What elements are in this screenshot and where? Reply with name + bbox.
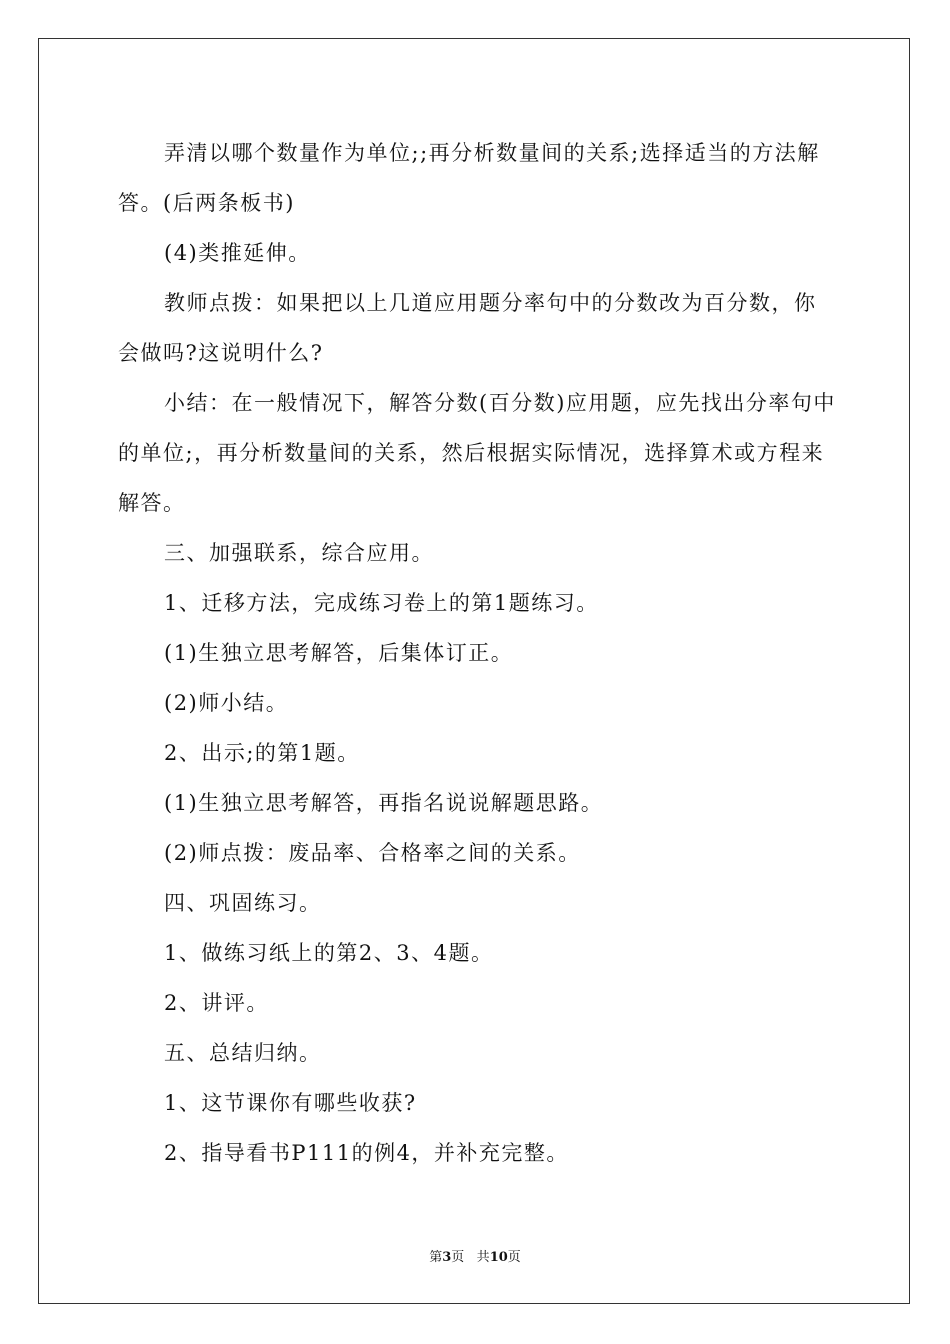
page-footer bbox=[0, 1246, 950, 1265]
section-heading: 四、巩固练习。 bbox=[164, 891, 322, 915]
list-item: 1、迁移方法，完成练习卷上的第1题练习。 bbox=[164, 591, 599, 615]
page-suffix: 页 bbox=[451, 1250, 465, 1265]
page-current: 3 bbox=[442, 1250, 452, 1265]
list-item: 1、这节课你有哪些收获? bbox=[164, 1091, 417, 1115]
list-item: (1)生独立思考解答，再指名说说解题思路。 bbox=[164, 791, 604, 815]
list-item: 2、指导看书P111的例4，并补充完整。 bbox=[164, 1141, 569, 1165]
section-heading: 三、加强联系，综合应用。 bbox=[164, 541, 434, 565]
list-item: 1、做练习纸上的第2、3、4题。 bbox=[164, 941, 494, 965]
list-item: (2)师小结。 bbox=[164, 691, 289, 715]
paragraph: 弄清以哪个数量作为单位;;再分析数量间的关系;选择适当的方法解答。(后两条板书) bbox=[118, 141, 820, 215]
paragraph: 小结：在一般情况下，解答分数(百分数)应用题，应先找出分率句中的单位;，再分析数量间的关系，然后根据实际情况，选择算术或方程来解答。 bbox=[118, 391, 836, 515]
list-item: (1)生独立思考解答，后集体订正。 bbox=[164, 641, 514, 665]
paragraph: (4)类推延伸。 bbox=[164, 241, 311, 265]
list-item: 2、讲评。 bbox=[164, 991, 269, 1015]
page-prefix: 第 bbox=[429, 1250, 443, 1265]
list-item: 2、出示;的第1题。 bbox=[164, 741, 360, 765]
list-item: (2)师点拨：废品率、合格率之间的关系。 bbox=[164, 841, 581, 865]
total-suffix: 页 bbox=[507, 1250, 521, 1265]
total-prefix: 共 bbox=[476, 1250, 490, 1265]
section-heading: 五、总结归纳。 bbox=[164, 1041, 322, 1065]
page-total: 10 bbox=[489, 1250, 508, 1265]
document-body bbox=[118, 128, 838, 1178]
paragraph: 教师点拨：如果把以上几道应用题分率句中的分数改为百分数，你会做吗?这说明什么? bbox=[118, 291, 817, 365]
